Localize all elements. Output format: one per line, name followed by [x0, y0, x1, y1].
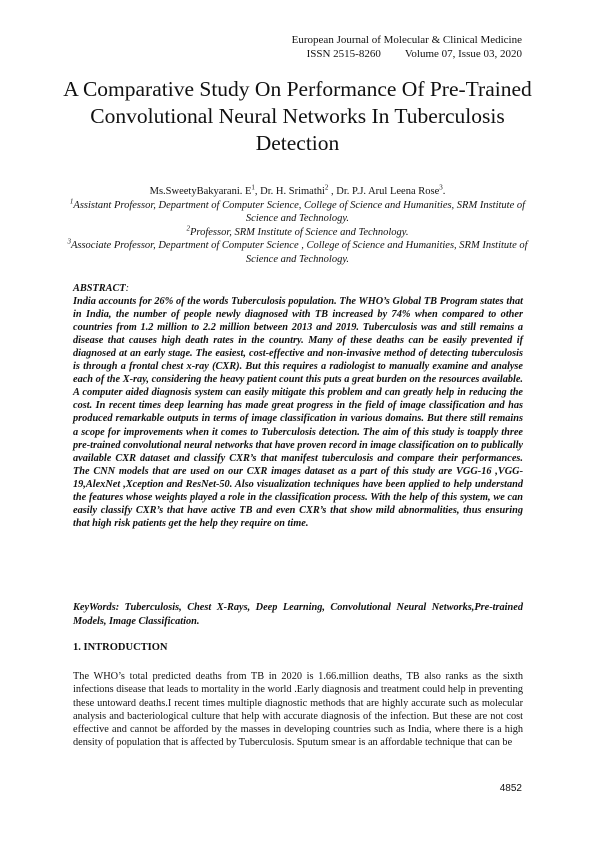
affiliation-1	[60, 199, 535, 226]
author-2-sup: 2	[324, 183, 329, 192]
volume-issue: Volume 07, Issue 03, 2020	[404, 48, 522, 60]
author-3: , Dr. P.J. Arul Leena Rose	[328, 186, 440, 197]
abstract-text: India accounts for 26% of the words Tuberculosis population. The WHO’s Global TB Program states that in India, the number of people newly diagnosed with TB increased by 74% when compared to other countries from 1.2 million to 2.2 million between 2013 and 2019. Tuberculosis was and still remains a disease that causes high death rates in the country. Many of these deaths can be easily prevented if diagnosed at an early stage. The easiest, cost-effective and non-invasive method of detecting tuberculosis is through a frontal chest x-ray (CXR). But this requires a radiologist to manually examine and analyse each of the X-ray, considering the heavy patient count this puts a great burden on the resources available. A computer aided diagnosis system can easily mitigate this problem and can greatly help in reducing the cost. In recent times deep learning has made great progress in the field of image classification and has produced remarkable outputs in terms of image classification in various domains. But there still remains a scope for improvements when it comes to Tuberculosis detection. The aim of this study is toapply three pre-trained convolutional neural networks that have proven record in image classification on to publically available CXR dataset and classify CXR’s that manifest tuberculosis and compare their performances. The CNN models that are used on our CXR images dataset as a part of this study are VGG-16 ,VGG-19,AlexNet ,Xception and ResNet-50. Also visualization techniques have been applied to help understand the features whose weights played a role in the classification process. With the help of this system, we can easily classify CXR’s that have active TB and even CXR’s that show mild abnormalities, thus ensuring that high risk patients get the help they require on time.	[73, 296, 523, 529]
author-names	[60, 185, 535, 199]
author-3-sup: 3	[439, 183, 443, 192]
page-number: 4852	[499, 783, 522, 794]
issn-volume-line	[292, 47, 522, 61]
affiliation-2	[60, 226, 535, 240]
section-heading-introduction: 1. INTRODUCTION	[73, 642, 168, 653]
author-1: Ms.SweetyBakyarani. E	[149, 186, 252, 197]
abstract-label	[73, 282, 523, 295]
affiliation-1-sup: 1	[69, 197, 74, 205]
authors-block	[60, 185, 535, 266]
keywords: KeyWords: Tuberculosis, Chest X-Rays, Deep Learning, Convolutional Neural Networks,Pre-trained Models, Image Classification.	[73, 602, 523, 627]
issn: ISSN 2515-8260	[306, 48, 381, 60]
paper-title: A Comparative Study On Performance Of Pre-Trained Convolutional Neural Networks In Tuberculosis Detection	[63, 77, 532, 155]
affiliation-3-text: Associate Professor, Department of Computer Science , College of Science and Humanities, SRM Institute of Science and Technology.	[70, 240, 528, 265]
journal-header	[292, 33, 522, 61]
abstract	[73, 282, 523, 530]
introduction-paragraph: The WHO’s total predicted deaths from TB in 2020 is 1.66.million deaths, TB also ranks as the sixth infections disease that leads to mortality in the world .Early diagnosis and treatment could help in preventing these untoward deaths.I recent times multiple diagnostic methods that are highly accurate such as molecular analysis and bacteriological culture that help with accurate diagnosis of the infection. But these are not cost effective and cannot be afforded by the masses in developing countries such as India, where there is a high density of population that is affected by Tuberculosis. Sputum smear is an affordable technique that can be	[73, 671, 523, 749]
affiliation-1-text: Assistant Professor, Department of Computer Science, College of Science and Humanities, SRM Institute of Science and Technology.	[73, 199, 526, 224]
journal-name: European Journal of Molecular & Clinical Medicine	[291, 34, 522, 46]
affiliation-3-sup: 3	[67, 237, 71, 246]
affiliation-2-sup: 2	[186, 224, 190, 232]
abstract-colon: :	[125, 283, 130, 294]
author-2: , Dr. H. Srimathi	[254, 186, 325, 197]
abstract-label-text: ABSTRACT	[73, 283, 126, 294]
author-1-sup: 1	[251, 183, 255, 192]
author-suffix: .	[442, 186, 446, 197]
affiliation-2-text: Professor, SRM Institute of Science and Technology.	[189, 226, 409, 238]
affiliation-3	[60, 239, 535, 266]
